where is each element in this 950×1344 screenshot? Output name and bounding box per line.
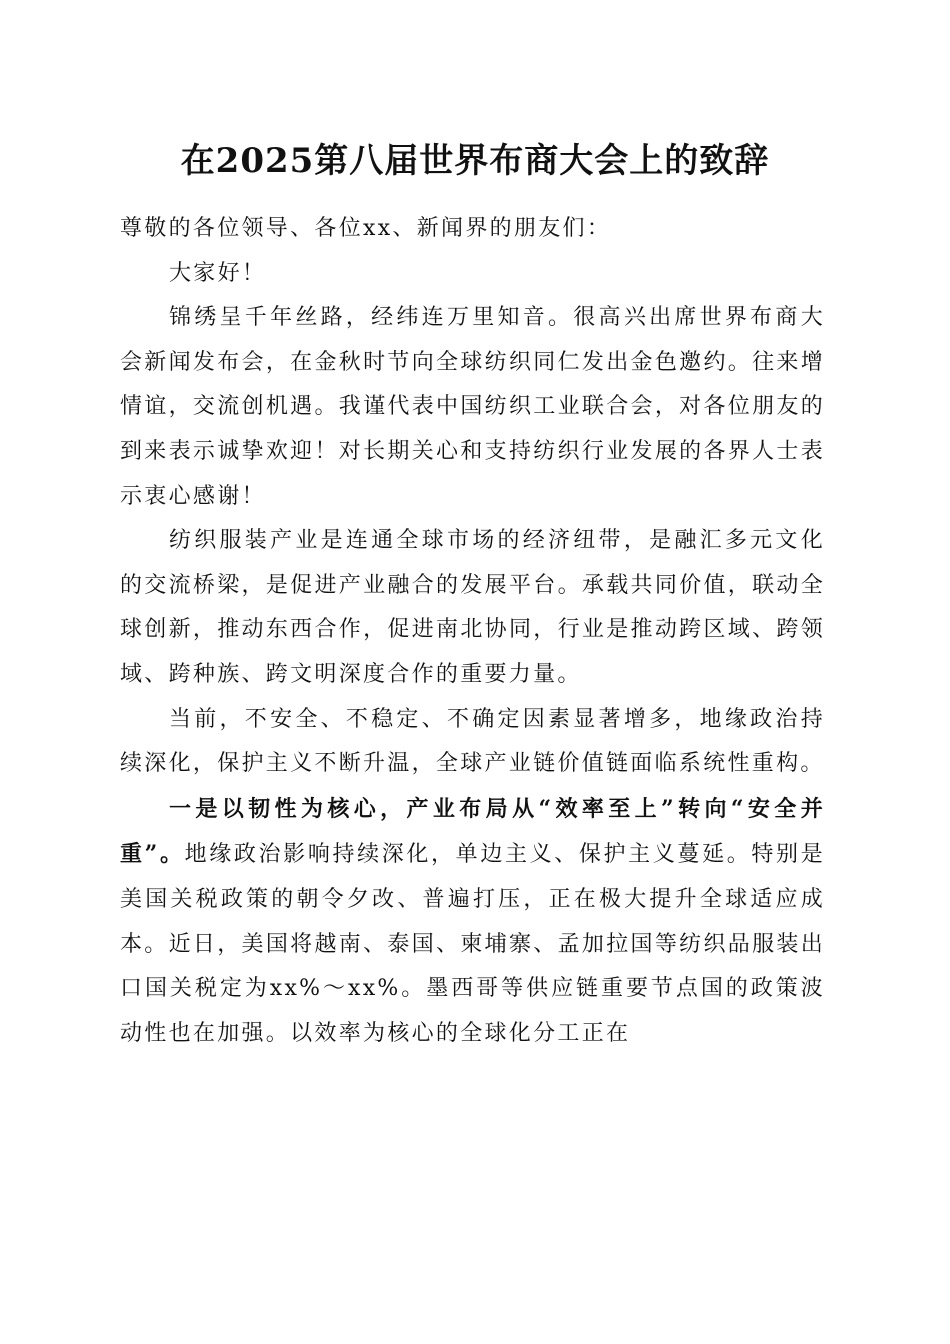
paragraph-current-situation: 当前，不安全、不稳定、不确定因素显著增多，地缘政治持续深化，保护主义不断升温，全球产业链价值链面临系统性重构。 bbox=[120, 706, 825, 777]
paragraph-point-one bbox=[120, 787, 825, 1057]
paragraph-industry-role: 纺织服装产业是连通全球市场的经济纽带，是融汇多元文化的交流桥梁，是促进产业融合的发展平台。承载共同价值，联动全球创新，推动东西合作，促进南北协同，行业是推动跨区域、跨领域、跨种族、跨文明深度合作的重要力量。 bbox=[120, 528, 825, 687]
paragraph-opening: 锦绣呈千年丝路，经纬连万里知音。很高兴出席世界布商大会新闻发布会，在金秋时节向全球纺织同仁发出金色邀约。往来增情谊，交流创机遇。我谨代表中国纺织工业联合会，对各位朋友的到来表示诚挚欢迎！对长期关心和支持纺织行业发展的各界人士表示衷心感谢！ bbox=[120, 305, 825, 509]
point-one-lead: 一是以韧性为核心，产业布局从“效率至上”转向“安全并重”。 bbox=[120, 795, 825, 868]
greeting: 大家好！ bbox=[169, 260, 267, 286]
document-body bbox=[120, 207, 825, 1056]
document-title: 在2025第八届世界布商大会上的致辞 bbox=[180, 141, 770, 181]
salutation: 尊敬的各位领导、各位xx、新闻界的朋友们： bbox=[120, 216, 612, 241]
point-one-body: 地缘政治影响持续深化，单边主义、保护主义蔓延。特别是美国关税政策的朝令夕改、普遍打压，正在极大提升全球适应成本。近日，美国将越南、泰国、柬埔寨、孟加拉国等纺织品服装出口国关税定为xx%～xx%。墨西哥等供应链重要节点国的政策波动性也在加强。以效率为核心的全球化分工正在 bbox=[120, 842, 825, 1046]
